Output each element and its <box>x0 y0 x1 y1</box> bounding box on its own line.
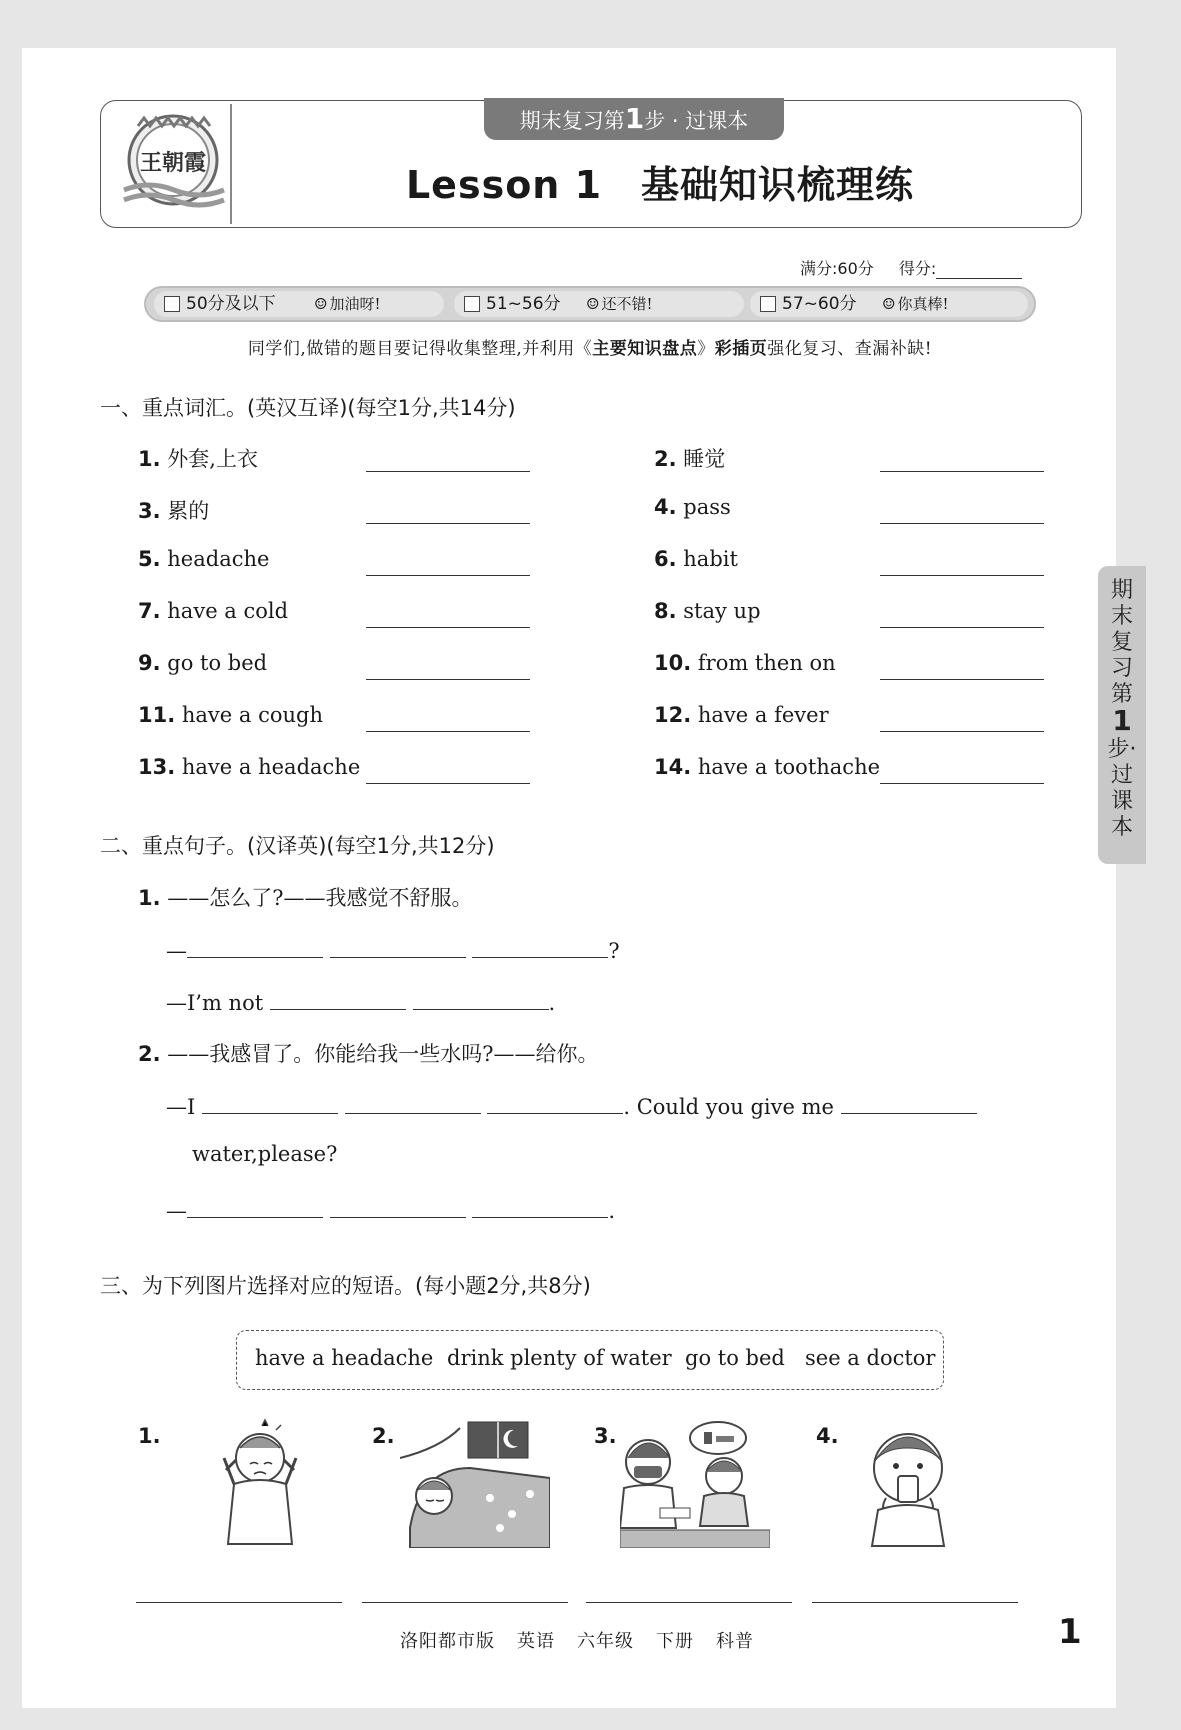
answer-line[interactable] <box>366 679 530 680</box>
answer-line[interactable] <box>366 471 530 472</box>
brand-logo <box>118 108 228 220</box>
rating-checkbox[interactable] <box>464 296 480 312</box>
answer-line[interactable] <box>880 471 1044 472</box>
vocab-item: 4. pass <box>654 495 731 519</box>
sentence-answer-row: — . <box>166 1194 615 1223</box>
rating-checkbox[interactable] <box>760 296 776 312</box>
rating-bar <box>144 286 1036 322</box>
lesson-title: Lesson 1 基础知识梳理练 <box>405 163 915 207</box>
rating-option[interactable]: 57~60分 ☺ 你真棒! <box>750 291 1028 317</box>
answer-line[interactable] <box>366 523 530 524</box>
vocab-item: 8. stay up <box>654 599 761 623</box>
headache-boy-illustration <box>190 1418 340 1548</box>
doctor-visit-illustration <box>620 1418 770 1548</box>
smiley-icon: ☺ <box>586 295 600 313</box>
answer-line[interactable] <box>366 627 530 628</box>
answer-blank[interactable] <box>472 934 608 958</box>
vocab-item: 7. have a cold <box>138 599 289 623</box>
sentence-answer-row: — ? <box>166 934 620 963</box>
picture-number: 1. <box>138 1424 161 1448</box>
answer-line[interactable] <box>366 783 530 784</box>
answer-line[interactable] <box>880 731 1044 732</box>
drinking-water-illustration <box>850 1418 1000 1548</box>
footer-info: 洛阳都市版 英语 六年级 下册 科普 <box>400 1631 754 1652</box>
vocab-item: 9. go to bed <box>138 651 268 675</box>
smiley-icon: ☺ <box>314 295 328 313</box>
answer-line[interactable] <box>880 679 1044 680</box>
phrase-option: drink plenty of water <box>447 1346 672 1370</box>
sentence-continuation: water,please? <box>192 1142 338 1166</box>
picture-number: 3. <box>594 1424 617 1448</box>
header-step-tab: 期末复习第1步 · 过课本 <box>484 98 784 140</box>
phrase-option: go to bed <box>685 1346 785 1370</box>
answer-line[interactable] <box>136 1602 342 1603</box>
answer-blank[interactable] <box>841 1090 977 1114</box>
answer-line[interactable] <box>880 627 1044 628</box>
answer-line[interactable] <box>366 575 530 576</box>
rating-checkbox[interactable] <box>164 296 180 312</box>
vocab-item: 10. from then on <box>654 651 836 675</box>
rating-option[interactable]: 51~56分 ☺ 还不错! <box>454 291 744 317</box>
study-tip: 同学们,做错的题目要记得收集整理,并利用《主要知识盘点》彩插页强化复习、查漏补缺! <box>247 339 933 359</box>
vocab-item: 6. habit <box>654 547 738 571</box>
answer-line[interactable] <box>362 1602 568 1603</box>
vocab-item: 12. have a fever <box>654 703 829 727</box>
answer-blank[interactable] <box>345 1090 481 1114</box>
page-number: 1 <box>1058 1612 1082 1652</box>
sentence-prompt: 2. ——我感冒了。你能给我一些水吗?——给你。 <box>138 1042 599 1066</box>
answer-blank[interactable] <box>487 1090 623 1114</box>
section3-title: 三、为下列图片选择对应的短语。(每小题2分,共8分) <box>100 1274 591 1298</box>
svg-text:王朝霞: 王朝霞 <box>139 150 207 176</box>
answer-blank[interactable] <box>187 1194 323 1218</box>
answer-blank[interactable] <box>330 934 466 958</box>
answer-line[interactable] <box>366 731 530 732</box>
vocab-item: 13. have a headache <box>138 755 361 779</box>
vocab-item: 1. 外套,上衣 <box>138 447 258 471</box>
phrase-bank <box>236 1330 944 1390</box>
answer-line[interactable] <box>880 783 1044 784</box>
answer-blank[interactable] <box>187 934 323 958</box>
vocab-item: 11. have a cough <box>138 703 323 727</box>
answer-line[interactable] <box>812 1602 1018 1603</box>
vocab-item: 3. 累的 <box>138 499 210 523</box>
sleeping-girl-illustration <box>400 1418 550 1548</box>
answer-blank[interactable] <box>330 1194 466 1218</box>
vocab-item: 14. have a toothache <box>654 755 881 779</box>
picture-number: 4. <box>816 1424 839 1448</box>
logo-divider <box>230 104 232 224</box>
vocab-item: 2. 睡觉 <box>654 447 726 471</box>
section1-title: 一、重点词汇。(英汉互译)(每空1分,共14分) <box>100 396 516 420</box>
answer-blank[interactable] <box>413 986 549 1010</box>
full-score-label: 满分:60分 <box>800 259 874 278</box>
sentence-answer-row: —I . Could you give me <box>166 1090 977 1119</box>
score-blank[interactable] <box>936 278 1022 279</box>
phrase-option: have a headache <box>255 1346 434 1370</box>
rating-option[interactable]: 50分及以下 ☺ 加油呀! <box>154 291 444 317</box>
sentence-prompt: 1. ——怎么了?——我感觉不舒服。 <box>138 886 473 910</box>
answer-line[interactable] <box>880 523 1044 524</box>
side-step-tab: 期 末 复 习 第 1 步· 过 课 本 <box>1098 566 1146 864</box>
score-line <box>800 256 1022 279</box>
phrase-option: see a doctor <box>805 1346 936 1370</box>
vocab-item: 5. headache <box>138 547 270 571</box>
score-get-label: 得分: <box>898 259 937 278</box>
picture-number: 2. <box>372 1424 395 1448</box>
smiley-icon: ☺ <box>882 295 896 313</box>
sentence-answer-row: —I’m not . <box>166 986 555 1015</box>
answer-blank[interactable] <box>270 986 406 1010</box>
section2-title: 二、重点句子。(汉译英)(每空1分,共12分) <box>100 834 495 858</box>
answer-blank[interactable] <box>472 1194 608 1218</box>
answer-line[interactable] <box>880 575 1044 576</box>
answer-blank[interactable] <box>202 1090 338 1114</box>
answer-line[interactable] <box>586 1602 792 1603</box>
